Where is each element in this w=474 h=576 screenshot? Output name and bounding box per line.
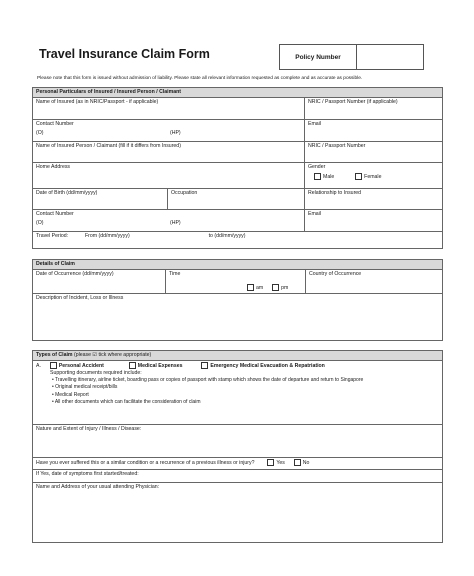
gender-field (305, 162, 443, 188)
form-title: Travel Insurance Claim Form (39, 47, 210, 61)
am-checkbox[interactable] (247, 284, 254, 291)
description-label: Description of Incident, Loss or Illness (36, 294, 124, 301)
symptoms-date-label: If Yes, date of symptoms first started/treated: (36, 470, 139, 477)
emergency-evacuation-checkbox[interactable] (201, 362, 208, 369)
email-2-label: Email (308, 210, 321, 217)
physician-field[interactable] (33, 482, 443, 542)
previous-condition-field (33, 457, 443, 469)
relationship-field[interactable] (305, 188, 443, 209)
doc-item: • Original medical receipt/bills (52, 384, 118, 391)
gender-label: Gender (308, 163, 326, 170)
pm-label: pm (281, 284, 289, 291)
section-heading-details: Details of Claim (33, 260, 443, 270)
travel-from-label: From (dd/mm/yyyy) (85, 232, 130, 239)
claim-type-a (33, 360, 443, 424)
pm-checkbox[interactable] (272, 284, 279, 291)
no-label: No (302, 459, 310, 466)
male-label: Male (323, 173, 335, 180)
policy-number-box (279, 44, 424, 70)
description-field[interactable] (33, 293, 443, 340)
name-of-insured-field[interactable] (33, 97, 305, 119)
types-of-claim-note: (please ☑ tick where appropriate) (73, 352, 152, 358)
date-of-birth-label: Date of Birth (dd/mm/yyyy) (36, 189, 98, 196)
handphone-2-label: (HP) (170, 219, 181, 226)
policy-number-field[interactable] (357, 45, 423, 69)
doc-item: • Medical Report (52, 391, 89, 398)
policy-number-label: Policy Number (280, 45, 357, 69)
travel-to-label: to (dd/mm/yyyy) (208, 232, 246, 239)
contact-number-2-label: Contact Number (36, 210, 74, 217)
time-field (166, 269, 306, 293)
personal-particulars-table (32, 87, 443, 249)
office-label: (O) (36, 129, 44, 136)
section-heading-personal: Personal Particulars of Insured / Insured Person / Claimant (33, 88, 443, 98)
previous-condition-label: Have you ever suffered this or a similar condition or a recurrence of a previous illness or injury? (36, 459, 255, 466)
handphone-label: (HP) (170, 129, 181, 136)
insured-person-name-field[interactable] (33, 141, 305, 162)
male-checkbox[interactable] (314, 173, 321, 180)
doc-item: • Travelling itinerary, airline ticket, boarding pass or copies of passport with stamp which shows the date of departure and return to Singapore (52, 377, 364, 384)
date-of-occurrence-label: Date of Occurrence (dd/mm/yyyy) (36, 270, 114, 277)
occupation-label: Occupation (171, 189, 198, 196)
contact-number-label: Contact Number (36, 120, 74, 127)
country-of-occurrence-label: Country of Occurrence (309, 270, 362, 277)
details-of-claim-table (32, 259, 443, 341)
country-of-occurrence-field[interactable] (306, 269, 443, 293)
travel-period-label: Travel Period: (36, 232, 69, 239)
time-label: Time (169, 270, 181, 277)
home-address-field[interactable] (33, 162, 305, 188)
disclaimer-note: Please note that this form is issued without admission of liability. Please state all relevant information requested as complete and as accurate as possible. (37, 76, 363, 81)
nature-of-injury-label: Nature and Extent of Injury / Illness / Disease: (36, 425, 142, 432)
doc-item: • All other documents which can facilitate the consideration of claim (52, 398, 201, 405)
types-of-claim-heading: Types of Claim (36, 352, 73, 358)
physician-label: Name and Address of your usual attending Physician: (36, 483, 160, 490)
female-label: Female (364, 173, 382, 180)
relationship-label: Relationship to Insured (308, 189, 362, 196)
nric-field[interactable] (305, 97, 443, 119)
section-heading-types (33, 351, 443, 361)
personal-accident-label: Personal Accident (58, 362, 104, 369)
nric-passport-label: NRIC / Passport Number (308, 142, 366, 149)
email-field[interactable] (305, 119, 443, 141)
nric-label: NRIC / Passport Number (if applicable) (308, 98, 398, 105)
claim-a-label: A. (36, 362, 41, 369)
nature-of-injury-field[interactable] (33, 424, 443, 457)
insured-person-name-label: Name of Insured Person / Claimant (fill if it differs from Insured) (36, 142, 181, 149)
no-checkbox[interactable] (294, 459, 301, 466)
nric-passport-field[interactable] (305, 141, 443, 162)
personal-accident-checkbox[interactable] (50, 362, 57, 369)
name-of-insured-label: Name of Insured (as in NRIC/Passport - if applicable) (36, 98, 159, 105)
office-2-label: (O) (36, 219, 44, 226)
female-checkbox[interactable] (355, 173, 362, 180)
email-2-field[interactable] (305, 209, 443, 231)
medical-expenses-checkbox[interactable] (129, 362, 136, 369)
date-of-birth-field[interactable] (33, 188, 168, 209)
am-label: am (256, 284, 264, 291)
symptoms-date-field[interactable] (33, 469, 443, 482)
supporting-documents-label: Supporting documents required include: (50, 370, 142, 377)
home-address-label: Home Address (36, 163, 71, 170)
date-of-occurrence-field[interactable] (33, 269, 166, 293)
travel-period-field[interactable] (33, 231, 443, 248)
medical-expenses-label: Medical Expenses (137, 362, 183, 369)
yes-checkbox[interactable] (267, 459, 274, 466)
contact-number-field[interactable] (33, 119, 305, 141)
yes-label: Yes (276, 459, 285, 466)
emergency-evacuation-label: Emergency Medical Evacuation & Repatriation (210, 362, 325, 369)
contact-number-2-field[interactable] (33, 209, 305, 231)
types-of-claim-table (32, 350, 443, 543)
occupation-field[interactable] (168, 188, 305, 209)
email-label: Email (308, 120, 321, 127)
